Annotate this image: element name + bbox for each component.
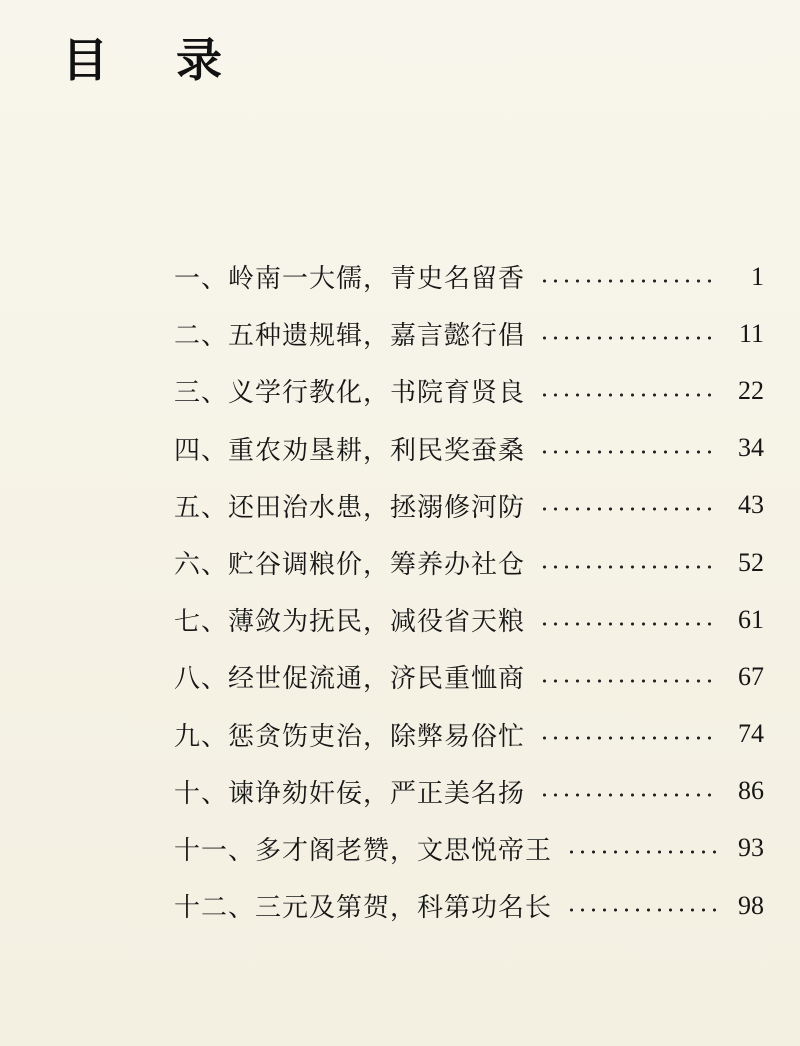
toc-entry-label: 六、贮谷调粮价，筹养办社仓	[174, 550, 526, 581]
toc-leader-dots	[539, 279, 716, 283]
toc-entry-label: 四、重农劝垦耕，利民奖蚕桑	[174, 435, 526, 466]
title-char-1: 目	[62, 33, 108, 87]
toc-page-number: 67	[738, 661, 764, 691]
title-char-2: 录	[176, 33, 222, 87]
toc-entry-label: 九、惩贪饬吏治，除弊易俗忙	[174, 721, 526, 752]
toc-entry-label: 三、义学行教化，书院育贤良	[174, 378, 526, 409]
toc-entry-5[interactable]	[174, 477, 764, 534]
toc-entry-3[interactable]	[174, 362, 764, 419]
toc-page-number: 11	[738, 318, 764, 348]
toc-page-number: 98	[738, 890, 764, 920]
toc-entry-label: 二、五种遗规辑，嘉言懿行倡	[174, 321, 526, 352]
toc-entry-6[interactable]	[174, 534, 764, 591]
toc-page-number: 22	[738, 375, 764, 405]
toc-leader-dots	[539, 393, 716, 397]
toc-entry-12[interactable]	[174, 877, 764, 934]
toc-page-number: 52	[738, 547, 764, 577]
toc-leader-dots	[539, 622, 716, 626]
toc-page-number: 1	[751, 261, 764, 291]
toc-entry-label: 七、薄敛为抚民，减役省天粮	[174, 607, 526, 638]
toc-leader-dots	[539, 565, 716, 569]
toc-page-number: 93	[738, 833, 764, 863]
toc-leader-dots	[539, 507, 716, 511]
toc-entry-label: 五、还田治水患，拯溺修河防	[174, 492, 526, 523]
toc-leader-dots	[566, 908, 716, 912]
toc-entry-11[interactable]	[174, 820, 764, 877]
toc-entry-8[interactable]	[174, 648, 764, 705]
toc-page-number: 34	[738, 433, 764, 463]
toc-entry-9[interactable]	[174, 706, 764, 763]
toc-entry-label: 十一、多才阁老赞，文思悦帝王	[174, 835, 553, 866]
toc-entry-label: 八、经世促流通，济民重恤商	[174, 664, 526, 695]
toc-entry-10[interactable]	[174, 763, 764, 820]
toc-entry-label: 十二、三元及第贺，科第功名长	[174, 893, 553, 924]
toc-page-number: 43	[738, 490, 764, 520]
toc-leader-dots	[539, 793, 716, 797]
toc-entry-label: 十、谏诤劾奸佞，严正美名扬	[174, 778, 526, 809]
toc-leader-dots	[539, 336, 716, 340]
table-of-contents	[174, 248, 764, 934]
toc-page-number: 74	[738, 719, 764, 749]
toc-entry-2[interactable]	[174, 305, 764, 362]
toc-leader-dots	[539, 736, 716, 740]
toc-entry-1[interactable]	[174, 248, 764, 305]
toc-leader-dots	[566, 850, 716, 854]
toc-page-number: 61	[738, 604, 764, 634]
toc-page-number: 86	[738, 776, 764, 806]
toc-leader-dots	[539, 450, 716, 454]
toc-leader-dots	[539, 679, 716, 683]
toc-entry-4[interactable]	[174, 420, 764, 477]
toc-entry-label: 一、岭南一大儒，青史名留香	[174, 264, 526, 295]
toc-entry-7[interactable]	[174, 591, 764, 648]
page-title	[62, 34, 222, 86]
